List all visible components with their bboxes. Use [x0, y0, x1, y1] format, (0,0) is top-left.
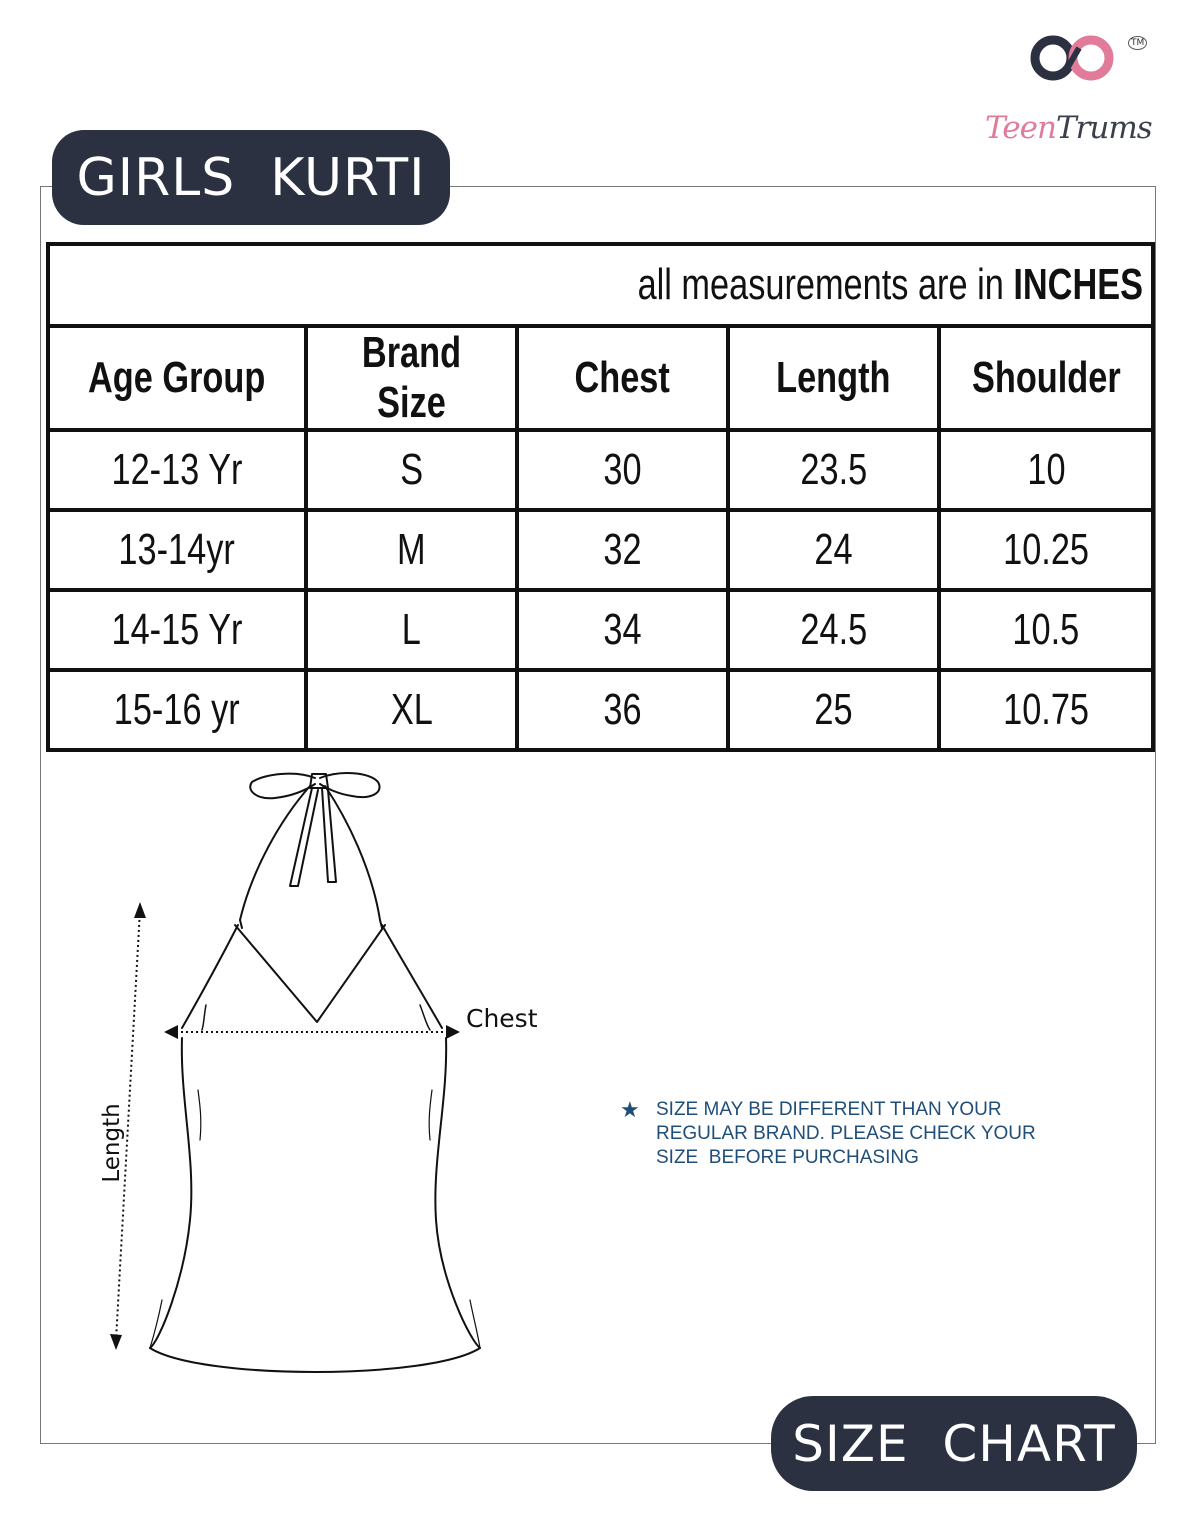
note-unit: INCHES	[1013, 260, 1144, 309]
size-table	[46, 242, 1155, 752]
table-cell: 10.5	[939, 590, 1153, 670]
table-cell: S	[306, 430, 517, 510]
halter-top-diagram	[80, 760, 500, 1390]
table-cell: 10.25	[939, 510, 1153, 590]
table-cell: 13-14yr	[48, 510, 306, 590]
table-cell: 15-16 yr	[48, 670, 306, 750]
chest-measure-line	[164, 1025, 460, 1039]
table-cell: 10	[939, 430, 1153, 510]
page-title: GIRLS KURTI	[52, 130, 450, 225]
table-cell: 36	[517, 670, 728, 750]
trademark-mark: TM	[1128, 36, 1147, 50]
column-header: Length	[728, 326, 939, 430]
measurement-unit-note	[48, 244, 1153, 326]
table-row	[48, 510, 1153, 590]
table-cell: 30	[517, 430, 728, 510]
table-cell: 12-13 Yr	[48, 430, 306, 510]
infinity-logo-icon	[1025, 34, 1125, 90]
chest-label: Chest	[466, 1004, 538, 1033]
table-row	[48, 670, 1153, 750]
table-row	[48, 430, 1153, 510]
table-cell: L	[306, 590, 517, 670]
brand-name-part2: Trums	[1055, 110, 1152, 146]
brand-name	[985, 110, 1175, 146]
bow-loop-left	[250, 774, 315, 799]
length-label: Length	[99, 1103, 125, 1183]
table-cell: 14-15 Yr	[48, 590, 306, 670]
brand-logo	[985, 34, 1175, 146]
table-cell: 24	[728, 510, 939, 590]
brand-name-part1: Teen	[985, 110, 1056, 146]
size-chart-label: SIZE CHART	[771, 1396, 1137, 1491]
table-cell: 10.75	[939, 670, 1153, 750]
table-note-row	[48, 244, 1153, 326]
table-cell: XL	[306, 670, 517, 750]
star-icon: ★	[620, 1098, 640, 1123]
table-header-row	[48, 326, 1153, 430]
column-header: Brand Size	[306, 326, 517, 430]
table-cell: 24.5	[728, 590, 939, 670]
disclaimer-text	[656, 1098, 1096, 1170]
column-header: Chest	[517, 326, 728, 430]
table-cell: 32	[517, 510, 728, 590]
table-row	[48, 590, 1153, 670]
disclaimer-line: SIZE MAY BE DIFFERENT THAN YOUR	[656, 1099, 1002, 1120]
table-cell: 23.5	[728, 430, 939, 510]
table-cell: 34	[517, 590, 728, 670]
table-cell: 25	[728, 670, 939, 750]
column-header: Shoulder	[939, 326, 1153, 430]
table-cell: M	[306, 510, 517, 590]
column-header: Age Group	[48, 326, 306, 430]
note-prefix: all measurements are in	[637, 260, 1014, 309]
disclaimer-line: REGULAR BRAND. PLEASE CHECK YOUR	[656, 1123, 1036, 1144]
disclaimer-line: SIZE BEFORE PURCHASING	[656, 1147, 919, 1168]
